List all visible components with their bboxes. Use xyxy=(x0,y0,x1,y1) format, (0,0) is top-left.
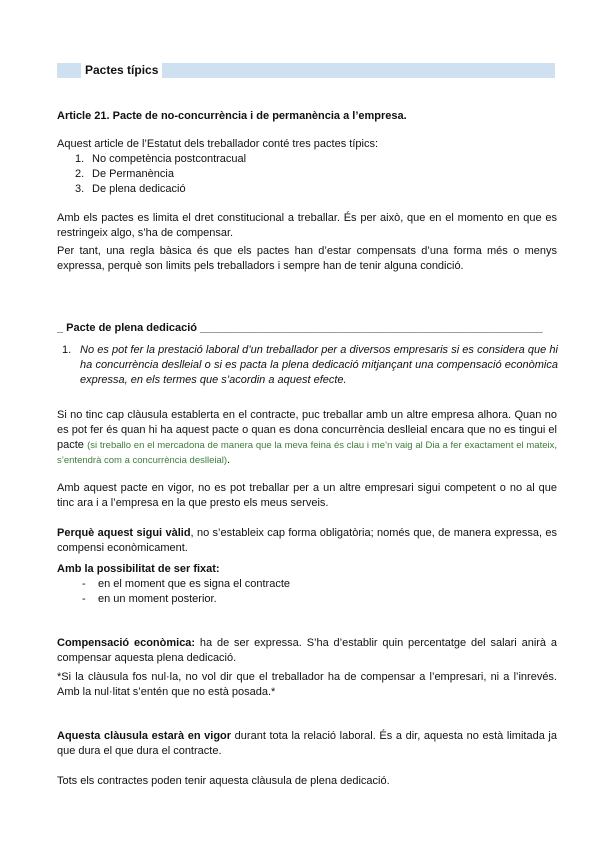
list-number: 1. xyxy=(75,153,85,165)
section-title: Pactes típics xyxy=(81,63,162,78)
dash-bullet: - xyxy=(82,593,86,605)
paragraph-end: . xyxy=(227,454,231,466)
list-item xyxy=(82,592,502,607)
list-number: 2. xyxy=(75,168,85,180)
paragraph xyxy=(57,729,557,759)
list-label: en un moment posterior. xyxy=(98,593,217,605)
subheading: _ Pacte de plena dedicació ________________________________________________________ xyxy=(57,322,543,334)
paragraph-text: durant tota la relació laboral. És a dir, aquesta no està limitada ja que dura el que dura el contracte. xyxy=(57,730,557,757)
paragraph: *Si la clàusula fos nul·la, no vol dir que el treballador ha de compensar a l’empresari, ni a l’inrevés. Amb la nul·litat s’entén que no està posada.* xyxy=(57,671,557,698)
quote-text: No es pot fer la prestació laboral d’un treballador per a diversos empresaris si es considera que hi ha concurrència deslleial o si es pacta la plena dedicació mitjançant una compensació econòmica expressa, en els termes que s’acordin a aquest efecte. xyxy=(80,344,558,386)
list-item xyxy=(75,182,495,197)
bold-lead: Compensació econòmica: xyxy=(57,637,196,649)
paragraph: Amb els pactes es limita el dret constitucional a treballar. És per això, que en el momento en que es restringeix algo, s’ha de compensar. xyxy=(57,212,557,239)
list-label: De Permanència xyxy=(92,168,174,180)
list-label: De plena dedicació xyxy=(92,183,186,195)
paragraph xyxy=(57,636,557,666)
bold-lead: Perquè aquest sigui vàlid xyxy=(57,527,191,539)
list-item xyxy=(82,577,502,592)
bold-lead: Aquesta clàusula estarà en vigor xyxy=(57,730,232,742)
dash-bullet: - xyxy=(82,578,86,590)
paragraph xyxy=(57,408,557,468)
paragraph xyxy=(57,526,557,556)
paragraph-text: Si no tinc cap clàusula establerta en el contracte, puc treballar amb un altre empresa alhora. Quan no es pot fer és quan hi ha aquest pacte o quan es dona concurrència deslleial encara que no es tingui el pacte xyxy=(57,409,557,451)
example-note: (si treballo en el mercadona de manera que la meva feina és clau i me’n vaig al Dia a fer exactament el mateix, s’entendrà com a concurrència deslleial) xyxy=(57,440,558,466)
paragraph: Tots els contractes poden tenir aquesta clàusula de plena dedicació. xyxy=(57,775,390,787)
list-item xyxy=(75,167,495,182)
list-label: en el moment que es signa el contracte xyxy=(98,578,291,590)
section-header-bar xyxy=(57,63,555,78)
article-heading: Article 21. Pacte de no-concurrència i de permanència a l’empresa. xyxy=(57,110,407,122)
quote-number: 1. xyxy=(62,344,72,356)
fix-heading: Amb la possibilitat de ser fixat: xyxy=(57,563,220,575)
list-label: No competència postcontracual xyxy=(92,153,247,165)
paragraph-text: , no s’estableix cap forma obligatòria; només que, de manera expressa, es compensi econòmicament. xyxy=(57,527,557,554)
quoted-article-item xyxy=(62,343,558,388)
paragraph: Amb aquest pacte en vigor, no es pot treballar per a un altre empresari sigui competent o no al que tinc ara i a l’empresa en la que presto els meus serveis. xyxy=(57,482,557,509)
paragraph: Per tant, una regla bàsica és que els pactes han d’estar compensats d’una forma més o menys expressa, perquè son limits pels treballadors i sempre han de tenir alguna condició. xyxy=(57,245,557,272)
paragraph-text: ha de ser expressa. S’ha d’establir quin percentatge del salari anirà a compensar aquesta plena dedicació. xyxy=(57,637,557,664)
list-item xyxy=(75,152,495,167)
intro-text: Aquest article de l’Estatut dels treballador conté tres pactes típics: xyxy=(57,138,378,150)
list-number: 3. xyxy=(75,183,85,195)
